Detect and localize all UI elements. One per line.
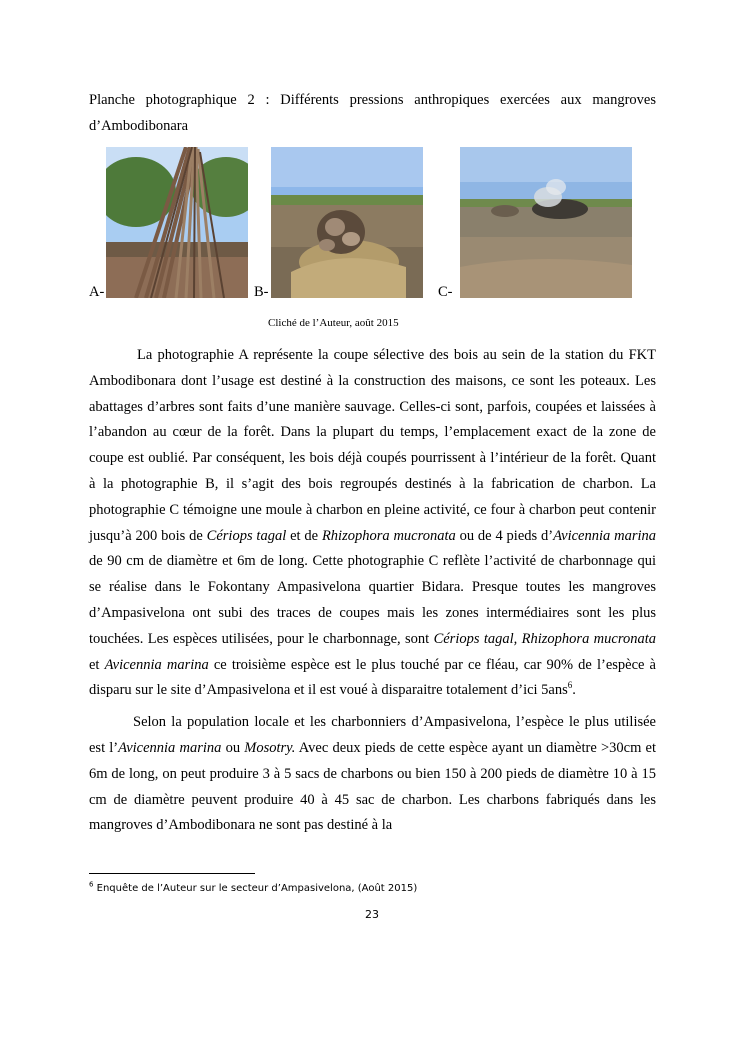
photo-b-label: B- — [254, 284, 269, 300]
photo-plate — [0, 147, 744, 299]
page-number: 23 — [365, 908, 379, 921]
paragraph-1: La photographie A représente la coupe sélective des bois au sein de la station du FKT Ambodibonara dont l’usage est destiné à la construction des maisons, ce sont les poteaux. Les abattages d’arbres sont faits d’une manière sauvage. Celles-ci sont, parfois, coupées et laissées à l’abandon au cœur de la forêt. Dans la plupart du temps, l’emplacement exact de la zone de coupe est oublié. Par conséquent, les bois déjà coupés pourrissent à l’intérieur de la forêt. Quant à la photographie B, il s’agit des bois regroupés destinés à la fabrication de charbon. La photographie C témoigne une moule à charbon en pleine activité, ce four à charbon peut contenir jusqu’à 200 bois de Cériops tagal et de Rhizophora mucronata ou de 4 pieds d’Avicennia marina de 90 cm de diamètre et 6m de long. Cette photographie C reflète l’activité de charbonnage qui se réalise dans le Fokontany Ampasivelona quartier Bidara. Presque toutes les mangroves d’Ampasivelona ont subi des traces de coupes mais les zones intermédiaires sont les plus touchées. Les espèces utilisées, pour le charbonnage, sont Cériops tagal, Rhizophora mucronata et Avicennia marina ce troisième espèce est le plus touché par ce fléau, car 90% de l’espèce à disparu sur le site d’Ampasivelona et il est voué à disparaitre totalement d’ici 5ans$^6$. — [89, 347, 657, 699]
photo-c-charcoal-kiln — [460, 147, 632, 298]
photo-b-grouped-wood — [271, 147, 423, 298]
photo-c-label: C- — [438, 284, 453, 300]
footnote-separator — [89, 873, 255, 874]
photo-a-wood-poles — [106, 147, 248, 298]
footnote-reference[interactable]: 6 — [567, 680, 573, 691]
footnote: $^6$ Enquête de l’Auteur sur le secteur d’Ampasivelona, (Août 2015) — [89, 880, 418, 894]
paragraph-2: Selon la population locale et les charbonniers d’Ampasivelona, l’espèce le plus utilisée est l’Avicennia marina ou Mosotry. Avec deux pieds de cette espèce ayant un diamètre >30cm et 6m de long, on peut produire 3 à 5 sacs de charbons ou bien 150 à 200 pieds de diamètre 10 à 15 cm de diamètre peuvent produire 40 à 45 sac de charbon. Les charbons fabriqués dans les mangroves d’Ambodibonara ne sont pas destiné à la — [89, 714, 656, 834]
photo-a-label: A- — [89, 284, 105, 300]
plate-title: Planche photographique 2 : Différents pressions anthropiques exercées aux mangroves d’Ambodibonara — [89, 92, 656, 134]
photo-caption: Cliché de l’Auteur, août 2015 — [268, 317, 399, 329]
body-text — [89, 343, 656, 839]
